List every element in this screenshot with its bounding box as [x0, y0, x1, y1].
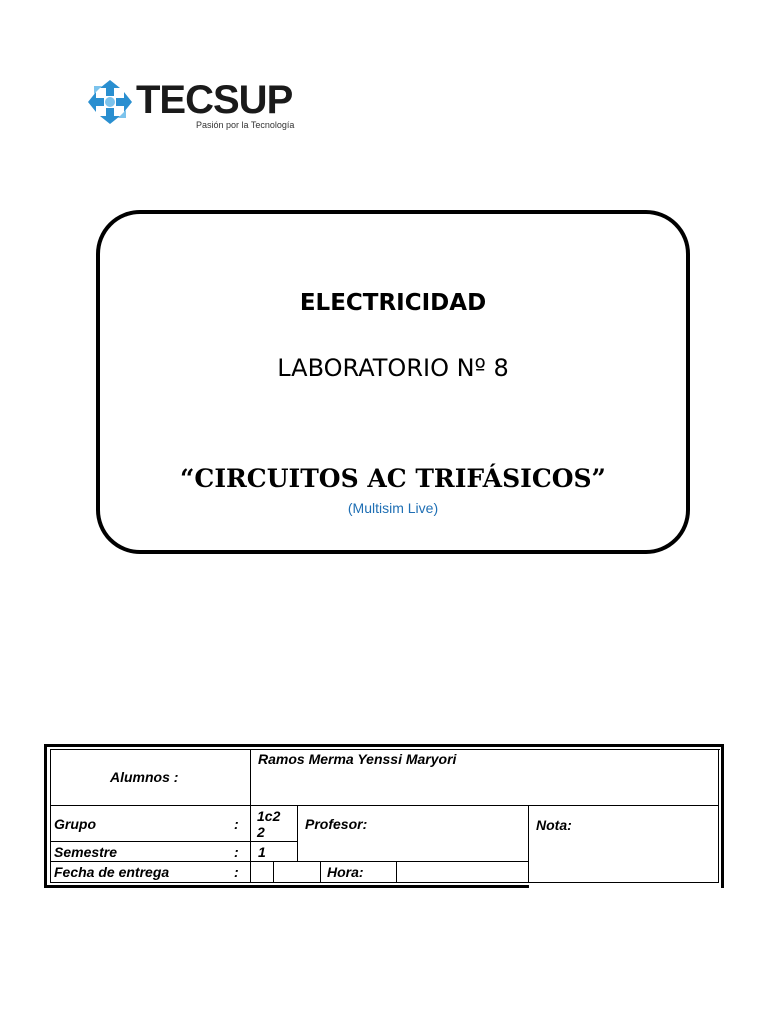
- table-col-divider: [528, 805, 529, 883]
- table-border: [44, 744, 724, 747]
- table-border: [718, 749, 719, 883]
- table-col-divider: [273, 861, 274, 883]
- group-label: Grupo: [54, 816, 96, 832]
- lab-subject: “CIRCUITOS AC TRIFÁSICOS”: [180, 464, 606, 493]
- tecsup-logo: [84, 76, 314, 136]
- lab-tool: (Multisim Live): [347, 500, 439, 516]
- student-info-table: [44, 744, 724, 888]
- delivery-date-colon: :: [234, 864, 239, 880]
- table-col-divider: [320, 861, 321, 883]
- table-col-divider: [250, 749, 251, 883]
- delivery-date-label: Fecha de entrega: [54, 864, 170, 880]
- table-border: [50, 882, 528, 883]
- table-row-divider: [50, 841, 297, 842]
- table-row-divider: [50, 861, 528, 862]
- semester-colon: :: [234, 844, 239, 860]
- brand-name: TECSUP: [136, 78, 293, 122]
- lab-number: LABORATORIO Nº 8: [277, 354, 509, 382]
- cover-title-frame: [96, 210, 690, 554]
- table-border: [44, 885, 529, 888]
- brand-tagline: Pasión por la Tecnología: [196, 120, 295, 130]
- professor-label: Profesor:: [305, 816, 368, 832]
- course-title: ELECTRICIDAD: [299, 290, 487, 316]
- students-value: Ramos Merma Yenssi Maryori: [258, 751, 457, 767]
- table-col-divider: [396, 861, 397, 883]
- grade-label: Nota:: [536, 817, 572, 833]
- table-row-divider: [528, 882, 719, 883]
- table-border: [721, 744, 724, 888]
- students-label: Alumnos :: [110, 769, 179, 785]
- table-border: [44, 744, 47, 888]
- table-col-divider: [297, 805, 298, 862]
- group-colon: :: [234, 816, 239, 832]
- table-row-divider: [50, 805, 719, 806]
- table-border: [50, 749, 51, 883]
- semester-value: 1: [258, 844, 266, 860]
- semester-label: Semestre: [54, 844, 118, 860]
- group-value: 1c2 2: [257, 808, 281, 840]
- table-border: [50, 749, 720, 750]
- tecsup-logo-icon: [84, 76, 136, 128]
- time-label: Hora:: [327, 864, 364, 880]
